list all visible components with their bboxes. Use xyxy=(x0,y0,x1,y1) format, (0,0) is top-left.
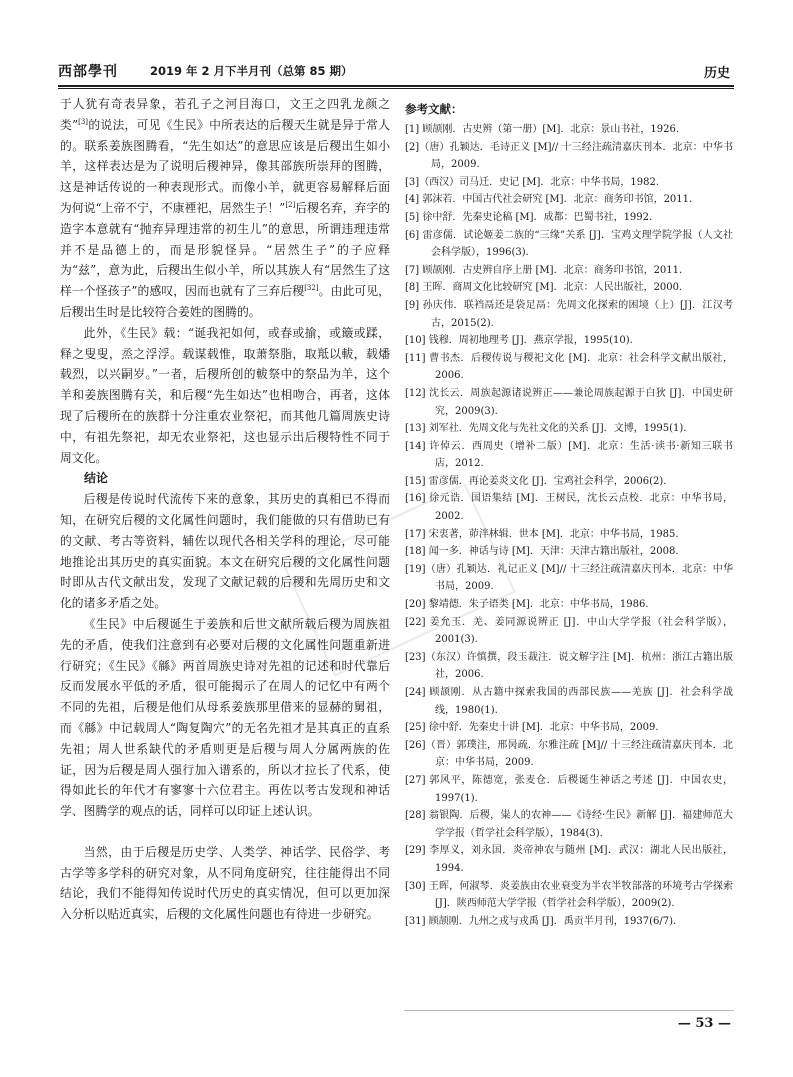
reference-item: [25] 徐中舒．先秦史十讲 [M]．北京：中华书局，2009. xyxy=(405,722,659,734)
reference-item: [20] 黎靖德．朱子语类 [M]．北京：中华书局，1986. xyxy=(405,599,649,611)
header-rule-thin xyxy=(58,88,734,89)
reference-item: [15] 雷彦儒．再论姜炎文化 [J]．宝鸡社会科学，2006(2). xyxy=(405,475,667,487)
conclusion-heading: 结论 xyxy=(84,471,109,486)
citation: [2] xyxy=(285,200,296,209)
reference-item: [9] 孙庆伟．联裆鬲还是袋足鬲：先周文化探索的困境（上）[J]．江汉考古，2015(2). xyxy=(405,299,733,329)
reference-item: [13] 刘军社．先周文化与先社文化的关系 [J]．文博，1995(1). xyxy=(405,423,687,435)
reference-item: [28] 翁银陶．后稷，粜人的农神——《诗经·生民》新解 [J]．福建师范大学学报（哲学社会科学版），1984(3). xyxy=(405,810,733,839)
reference-item: [12] 沈长云．周族起源诸说辨正——兼论周族起源于白狄 [J]．中国史研究，2009(3). xyxy=(405,387,733,417)
reference-item: [29] 李厚义，刘永国．炎帝神农与随州 [M]．武汉：湖北人民出版社，1994. xyxy=(405,845,733,874)
reference-item: [31] 顾颉刚．九州之戎与戎禹 [J]．禹贡半月刊，1937(6/7). xyxy=(405,915,677,927)
reference-item: [7] 顾颉刚．古史辨自序上册 [M]．北京：商务印书馆，2011. xyxy=(405,264,683,276)
reference-item: [17] 宋衷著，茆泮林辑．世本 [M]．北京：中华书局，1985. xyxy=(405,528,679,540)
reference-list xyxy=(405,121,733,930)
reference-item: [8] 王晖．商周文化比较研究 [M]．北京：人民出版社，2000. xyxy=(405,282,683,294)
reference-item: [22] 姜允玉．羌、姜同源说辨正 [J]．中山大学学报（社会科学版），2001(3). xyxy=(405,616,733,646)
reference-item: [16] 徐元诰．国语集结 [M]．王树民，沈长云点校．北京：中华书局，2002. xyxy=(405,493,733,523)
reference-item: [2]（唐）孔颖达．毛诗正义 [M]// 十三经注疏清嘉庆刊本．北京：中华书局，2009. xyxy=(405,141,733,171)
references-column xyxy=(405,100,733,1020)
paragraph-2: 此外，《生民》载：“诞我祀如何，或春或揄，或簸或蹂，释之叟叟，烝之浮浮。载谋载惟，取萧祭脂，取羝以軷，载燔载烈，以兴嗣岁。”一者，后稷所创的軷祭中的祭品为羊，这个羊和姜族图腾有关，和后稷“先生如达”也相吻合，再者，这体现了后稷所在的族群十分注重农业祭祀，而其他几篇周族史诗中，有祖先祭祀，却无农业祭祀，这也显示出后稷特性不同于周文化。 xyxy=(60,325,390,465)
reference-item: [23]（东汉）许慎撰，段玉裁注．说文解字注 [M]．杭州：浙江古籍出版社，2006. xyxy=(405,651,733,681)
reference-item: [10] 钱穆．周初地理考 [J]．燕京学报，1995(10). xyxy=(405,335,633,347)
citation: [32] xyxy=(304,284,319,293)
page-header xyxy=(58,58,734,84)
reference-item: [3]（西汉）司马迁．史记 [M]．北京：中华书局，1982. xyxy=(405,176,660,188)
paragraph-4: 《生民》中后稷诞生于姜族和后世文献所载后稷为周族祖先的矛盾，使我们注意到有必要对后稷的文化属性问题重新进行研究；《生民》《緜》两首周族史诗对先祖的记述和时代靠后反而发展水平低的矛盾，很可能揭示了在周人的记忆中有两个不同的先祖，后稷是他们从母系姜族那里借来的显赫的舅祖，而《緜》中记载周人“陶复陶穴”的无名先祖才是其真正的直系先祖；周人世系缺代的矛盾则更是后稷与周人分属两族的佐证，因为后稷是周人强行加入谱系的，所以才拉长了代系，使得如此长的年代才有寥寥十六位君主。再佐以考古发现和神话学、图腾学的观点的话，同样可以印证上述认识。 xyxy=(60,616,390,819)
reference-item: [4] 郭沫若．中国古代社会研究 [M]．北京：商务印书馆，2011. xyxy=(405,194,693,206)
reference-item: [18] 闻一多．神话与诗 [M]．天津：天津古籍出版社，2008. xyxy=(405,546,679,558)
journal-masthead: 西部學刊 xyxy=(58,64,118,80)
reference-item: [24] 顾颉刚．从古籍中探索我国的西部民族——羌族 [J]．社会科学战线，1980(1). xyxy=(405,687,733,716)
reference-item: [14] 许倬云．西周史（增补二版）[M]．北京：生活·读书·新知三联书店，2012. xyxy=(405,440,733,470)
issue-info: 2019 年 2 月下半月刊（总第 85 期） xyxy=(150,64,353,78)
paragraph-1: 于人犹有奇表异象，若孔子之河目海口，文王之四乳龙颜之类”[3]的说法，可见《生民》中所表达的后稷天生就是异于常人的。联系姜族图腾看，“先生如达”的意思应该是后稷出生如小羊，这样表达是为了说明后稷神异，像其部族所崇拜的图腾，这是神话传说的一种表现形式。而像小羊，就更容易解释后面为何说“上帝不宁，不康禋祀，居然生子！”[2]后稷名弃，弃字的造字本意就有“抛弃异理违常的初生儿”的意思，所谓违理违常并不是品德上的，而是形貌怪异。“居然生子”的子应释为“兹”，意为此，后稷出生似小羊，所以其族人有“居然生了这样一个怪孩子”的感叹，因而也就有了三弃后稷[32]。由此可见，后稷出生时是比较符合姜姓的图腾的。 xyxy=(60,97,390,319)
body-column xyxy=(60,94,390,1004)
header-rule xyxy=(58,85,734,87)
citation: [3] xyxy=(78,117,89,126)
reference-item: [26]（晋）郭璞注，邢昺疏．尔雅注疏 [M]// 十三经注疏清嘉庆刊本．北京：中华书局，2009. xyxy=(405,739,733,769)
reference-item: [11] 曹书杰．后稷传说与稷祀文化 [M]．北京：社会科学文献出版社，2006. xyxy=(405,352,733,382)
reference-item: [5] 徐中舒．先秦史论稿 [M]．成都：巴蜀书社，1992. xyxy=(405,211,653,223)
reference-item: [27] 郭风平，陈德宽，张麦仓．后稷诞生神话之考述 [J]．中国农史，1997(1). xyxy=(405,774,733,804)
paragraph-3: 后稷是传说时代流传下来的意象，其历史的真相已不得而知，在研究后稷的文化属性问题时，我们能做的只有借助已有的文献、考古等资料，辅佐以现代各相关学科的理论，尽可能地推论出其历史的真实面貌。本文在研究后稷的文化属性问题时即从古代文献出发，发现了文献记载的后稷和先周历史和文化的诸多矛盾之处。 xyxy=(60,492,390,611)
reference-item: [6] 雷彦儒．试论姬姜二族的“三缘”关系 [J]．宝鸡文理学院学报（人文社会科学版），1996(3). xyxy=(405,229,733,259)
section-label: 历史 xyxy=(703,66,730,81)
reference-item: [30] 王晖，何淑琴．炎姜族由农业衰变为半农半牧部落的环境考古学探索 [J]．陕西师范大学学报（哲学社会科学版），2009(2). xyxy=(405,880,733,910)
reference-item: [1] 顾颉刚．古史辨（第一册）[M]．北京：景山书社，1926. xyxy=(405,124,680,135)
page-number: — 53 — xyxy=(677,1016,731,1031)
references-title: 参考文献： xyxy=(405,102,463,116)
paragraph-5: 当然，由于后稷是历史学、人类学、神话学、民俗学、考古学等多学科的研究对象，从不同角度研究，往往能得出不同结论，我们不能得知传说时代历史的真实情况，但可以更加深入分析以贴近真实，后稷的文化属性问题也有待进一步研究。 xyxy=(60,844,390,922)
footer-rule xyxy=(404,1010,734,1011)
reference-item: [19]（唐）孔颖达．礼记正义 [M]// 十三经注疏清嘉庆刊本．北京：中华书局，2009. xyxy=(405,563,733,593)
